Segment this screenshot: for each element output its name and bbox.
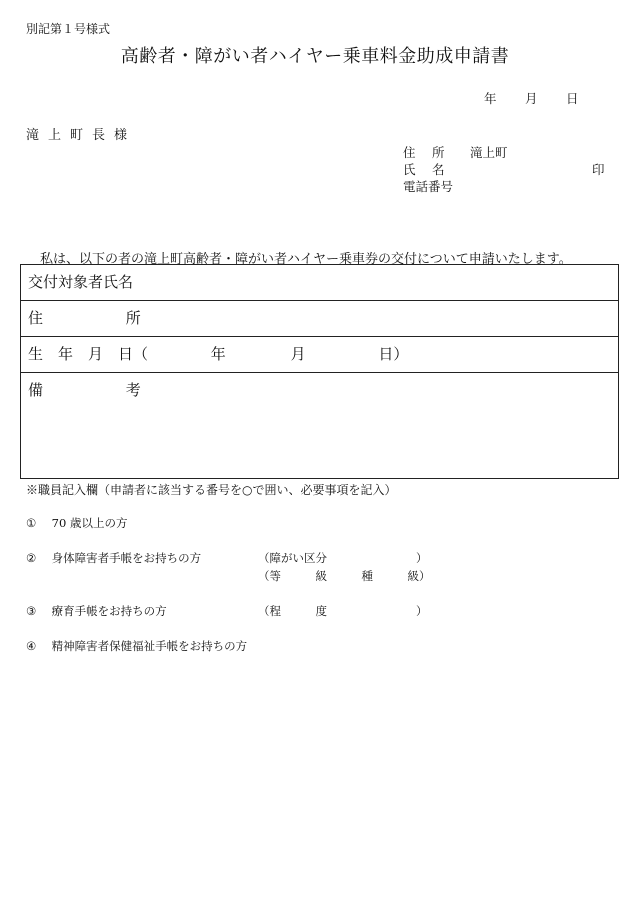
remarks-label-2: 考	[125, 381, 141, 399]
option-2-detail-1: （障がい区分	[258, 551, 327, 565]
applicant-name-label: 氏 名	[403, 162, 445, 177]
dob-day: 日）	[378, 345, 409, 363]
page-title: 高齢者・障がい者ハイヤー乗車料金助成申請書	[120, 46, 510, 67]
option-3-number: ③	[26, 604, 37, 618]
seal-mark: 印	[592, 162, 605, 177]
recipient-name-cell[interactable]	[21, 265, 619, 301]
date-day: 日	[566, 91, 579, 106]
dob-month: 月	[290, 345, 306, 363]
dob-label: 生 年 月 日（	[28, 345, 149, 363]
option-2-detail-2: （等 級 種 級）	[258, 569, 431, 583]
option-2-number: ②	[26, 551, 37, 565]
recipient-address-cell[interactable]	[21, 301, 619, 337]
address-label-1: 住	[28, 309, 44, 327]
option-3-text: 療育手帳をお持ちの方	[51, 604, 167, 618]
option-3-detail-1-close: ）	[416, 604, 428, 618]
applicant-phone-label: 電話番号	[403, 179, 454, 194]
option-3-detail-1: （程 度	[258, 604, 327, 618]
option-1-number: ①	[26, 516, 37, 530]
application-table	[20, 264, 619, 479]
address-label-2: 所	[125, 309, 141, 327]
remarks-label-1: 備	[28, 381, 44, 399]
intro-text: 私は、以下の者の滝上町高齢者・障がい者ハイヤー乗車券の交付について申請いたします。	[40, 252, 572, 267]
applicant-address-label: 住 所	[403, 145, 445, 160]
option-2-text: 身体障害者手帳をお持ちの方	[51, 551, 202, 565]
option-3	[26, 603, 167, 619]
option-4	[26, 638, 247, 654]
option-4-number: ④	[26, 639, 37, 653]
addressee: 滝上町長様	[26, 128, 137, 143]
option-2	[26, 550, 201, 566]
applicant-address-value: 滝上町	[470, 145, 508, 160]
date-year: 年	[484, 91, 497, 106]
form-number: 別記第１号様式	[26, 22, 111, 36]
recipient-name-label: 交付対象者氏名	[28, 273, 134, 291]
date-month: 月	[525, 91, 538, 106]
option-2-detail-1-close: ）	[416, 551, 428, 565]
remarks-cell[interactable]	[21, 373, 619, 479]
option-4-text: 精神障害者保健福祉手帳をお持ちの方	[51, 639, 248, 653]
dob-cell[interactable]	[21, 337, 619, 373]
option-1-text: 70 歳以上の方	[51, 516, 128, 530]
staff-note: ※職員記入欄（申請者に該当する番号を○で囲い、必要事項を記入）	[26, 483, 397, 497]
option-1	[26, 515, 127, 531]
dob-year: 年	[210, 345, 226, 363]
